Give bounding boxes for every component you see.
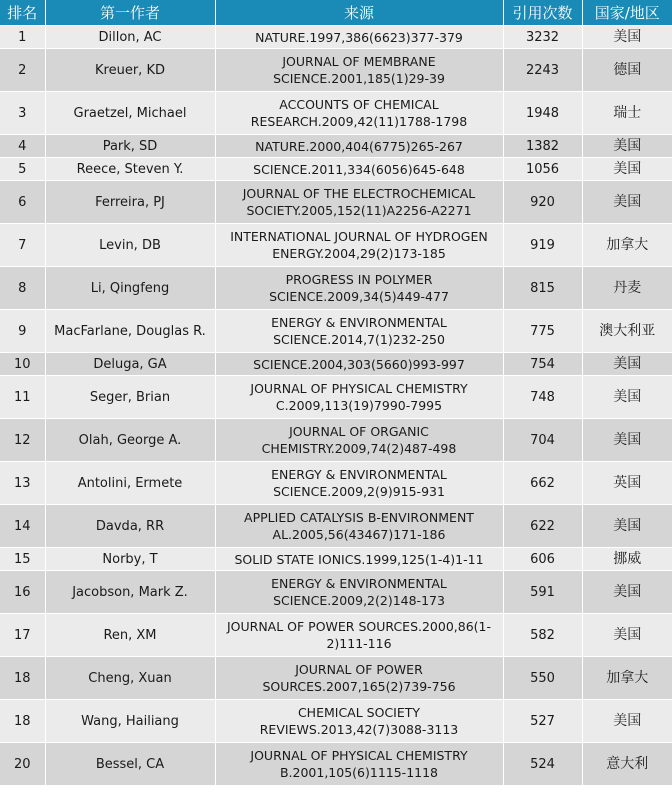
table-row: [0, 505, 672, 548]
rank-cell: 17: [0, 614, 45, 657]
source-cell: JOURNAL OF POWER SOURCES.2007,165(2)739-756: [215, 657, 503, 700]
source-cell: SCIENCE.2004,303(5660)993-997: [215, 353, 503, 376]
rank-cell: 20: [0, 743, 45, 786]
rank-cell: 3: [0, 92, 45, 135]
source-cell: ACCOUNTS OF CHEMICAL RESEARCH.2009,42(11)1788-1798: [215, 92, 503, 135]
citations-cell: 662: [503, 462, 582, 505]
country-cell: 美国: [582, 571, 672, 614]
citations-cell: 1948: [503, 92, 582, 135]
rank-cell: 1: [0, 26, 45, 49]
rank-cell: 12: [0, 419, 45, 462]
table-header: [0, 0, 672, 26]
citations-cell: 748: [503, 376, 582, 419]
author-cell: Dillon, AC: [45, 26, 215, 49]
header-rank: 排名: [0, 0, 45, 26]
citations-cell: 754: [503, 353, 582, 376]
source-cell: NATURE.1997,386(6623)377-379: [215, 26, 503, 49]
country-cell: 丹麦: [582, 267, 672, 310]
country-cell: 澳大利亚: [582, 310, 672, 353]
source-cell: JOURNAL OF ORGANIC CHEMISTRY.2009,74(2)487-498: [215, 419, 503, 462]
rank-cell: 4: [0, 135, 45, 158]
rank-cell: 15: [0, 548, 45, 571]
source-cell: ENERGY & ENVIRONMENTAL SCIENCE.2014,7(1)232-250: [215, 310, 503, 353]
country-cell: 英国: [582, 462, 672, 505]
country-cell: 挪威: [582, 548, 672, 571]
table-row: [0, 224, 672, 267]
citations-cell: 622: [503, 505, 582, 548]
country-cell: 加拿大: [582, 224, 672, 267]
citations-cell: 591: [503, 571, 582, 614]
table-row: [0, 26, 672, 49]
header-author: 第一作者: [45, 0, 215, 26]
source-cell: JOURNAL OF PHYSICAL CHEMISTRY C.2009,113(19)7990-7995: [215, 376, 503, 419]
table-row: [0, 657, 672, 700]
country-cell: 德国: [582, 49, 672, 92]
source-cell: NATURE.2000,404(6775)265-267: [215, 135, 503, 158]
country-cell: 意大利: [582, 743, 672, 786]
author-cell: Kreuer, KD: [45, 49, 215, 92]
country-cell: 美国: [582, 158, 672, 181]
citations-cell: 550: [503, 657, 582, 700]
table-row: [0, 548, 672, 571]
author-cell: Norby, T: [45, 548, 215, 571]
country-cell: 美国: [582, 419, 672, 462]
table-body: [0, 26, 672, 786]
table-row: [0, 571, 672, 614]
source-cell: ENERGY & ENVIRONMENTAL SCIENCE.2009,2(2)148-173: [215, 571, 503, 614]
author-cell: Li, Qingfeng: [45, 267, 215, 310]
country-cell: 美国: [582, 26, 672, 49]
citations-cell: 524: [503, 743, 582, 786]
table-row: [0, 135, 672, 158]
citations-cell: 704: [503, 419, 582, 462]
table-row: [0, 158, 672, 181]
author-cell: Ren, XM: [45, 614, 215, 657]
table-row: [0, 614, 672, 657]
author-cell: Jacobson, Mark Z.: [45, 571, 215, 614]
author-cell: Seger, Brian: [45, 376, 215, 419]
country-cell: 美国: [582, 700, 672, 743]
table-row: [0, 700, 672, 743]
author-cell: Olah, George A.: [45, 419, 215, 462]
header-citations: 引用次数: [503, 0, 582, 26]
author-cell: Antolini, Ermete: [45, 462, 215, 505]
country-cell: 加拿大: [582, 657, 672, 700]
header-source: 来源: [215, 0, 503, 26]
rank-cell: 10: [0, 353, 45, 376]
author-cell: Levin, DB: [45, 224, 215, 267]
source-cell: ENERGY & ENVIRONMENTAL SCIENCE.2009,2(9)915-931: [215, 462, 503, 505]
citations-cell: 3232: [503, 26, 582, 49]
table-row: [0, 353, 672, 376]
table-row: [0, 376, 672, 419]
author-cell: Bessel, CA: [45, 743, 215, 786]
source-cell: JOURNAL OF PHYSICAL CHEMISTRY B.2001,105(6)1115-1118: [215, 743, 503, 786]
rank-cell: 18: [0, 657, 45, 700]
author-cell: Graetzel, Michael: [45, 92, 215, 135]
header-row: [0, 0, 672, 26]
country-cell: 瑞士: [582, 92, 672, 135]
country-cell: 美国: [582, 135, 672, 158]
table-row: [0, 310, 672, 353]
source-cell: JOURNAL OF THE ELECTROCHEMICAL SOCIETY.2005,152(11)A2256-A2271: [215, 181, 503, 224]
source-cell: PROGRESS IN POLYMER SCIENCE.2009,34(5)449-477: [215, 267, 503, 310]
citations-cell: 815: [503, 267, 582, 310]
source-cell: INTERNATIONAL JOURNAL OF HYDROGEN ENERGY.2004,29(2)173-185: [215, 224, 503, 267]
rank-cell: 2: [0, 49, 45, 92]
author-cell: Park, SD: [45, 135, 215, 158]
table-row: [0, 743, 672, 786]
source-cell: CHEMICAL SOCIETY REVIEWS.2013,42(7)3088-3113: [215, 700, 503, 743]
rank-cell: 16: [0, 571, 45, 614]
rank-cell: 18: [0, 700, 45, 743]
country-cell: 美国: [582, 353, 672, 376]
citations-cell: 2243: [503, 49, 582, 92]
source-cell: JOURNAL OF MEMBRANE SCIENCE.2001,185(1)29-39: [215, 49, 503, 92]
rank-cell: 13: [0, 462, 45, 505]
table-row: [0, 267, 672, 310]
citations-cell: 775: [503, 310, 582, 353]
country-cell: 美国: [582, 181, 672, 224]
table-row: [0, 462, 672, 505]
citations-cell: 1056: [503, 158, 582, 181]
citations-cell: 527: [503, 700, 582, 743]
rank-cell: 8: [0, 267, 45, 310]
citations-cell: 919: [503, 224, 582, 267]
rank-cell: 6: [0, 181, 45, 224]
table-row: [0, 92, 672, 135]
table-row: [0, 49, 672, 92]
author-cell: Davda, RR: [45, 505, 215, 548]
country-cell: 美国: [582, 376, 672, 419]
source-cell: APPLIED CATALYSIS B-ENVIRONMENT AL.2005,56(43467)171-186: [215, 505, 503, 548]
table-row: [0, 419, 672, 462]
table-row: [0, 181, 672, 224]
country-cell: 美国: [582, 505, 672, 548]
author-cell: Wang, Hailiang: [45, 700, 215, 743]
rank-cell: 14: [0, 505, 45, 548]
header-country: 国家/地区: [582, 0, 672, 26]
author-cell: Reece, Steven Y.: [45, 158, 215, 181]
rank-cell: 5: [0, 158, 45, 181]
author-cell: Cheng, Xuan: [45, 657, 215, 700]
citations-cell: 1382: [503, 135, 582, 158]
citations-cell: 582: [503, 614, 582, 657]
rank-cell: 7: [0, 224, 45, 267]
citations-cell: 920: [503, 181, 582, 224]
source-cell: SCIENCE.2011,334(6056)645-648: [215, 158, 503, 181]
country-cell: 美国: [582, 614, 672, 657]
source-cell: JOURNAL OF POWER SOURCES.2000,86(1-2)111-116: [215, 614, 503, 657]
author-cell: Deluga, GA: [45, 353, 215, 376]
source-cell: SOLID STATE IONICS.1999,125(1-4)1-11: [215, 548, 503, 571]
rank-cell: 11: [0, 376, 45, 419]
citations-cell: 606: [503, 548, 582, 571]
author-cell: Ferreira, PJ: [45, 181, 215, 224]
author-cell: MacFarlane, Douglas R.: [45, 310, 215, 353]
rank-cell: 9: [0, 310, 45, 353]
